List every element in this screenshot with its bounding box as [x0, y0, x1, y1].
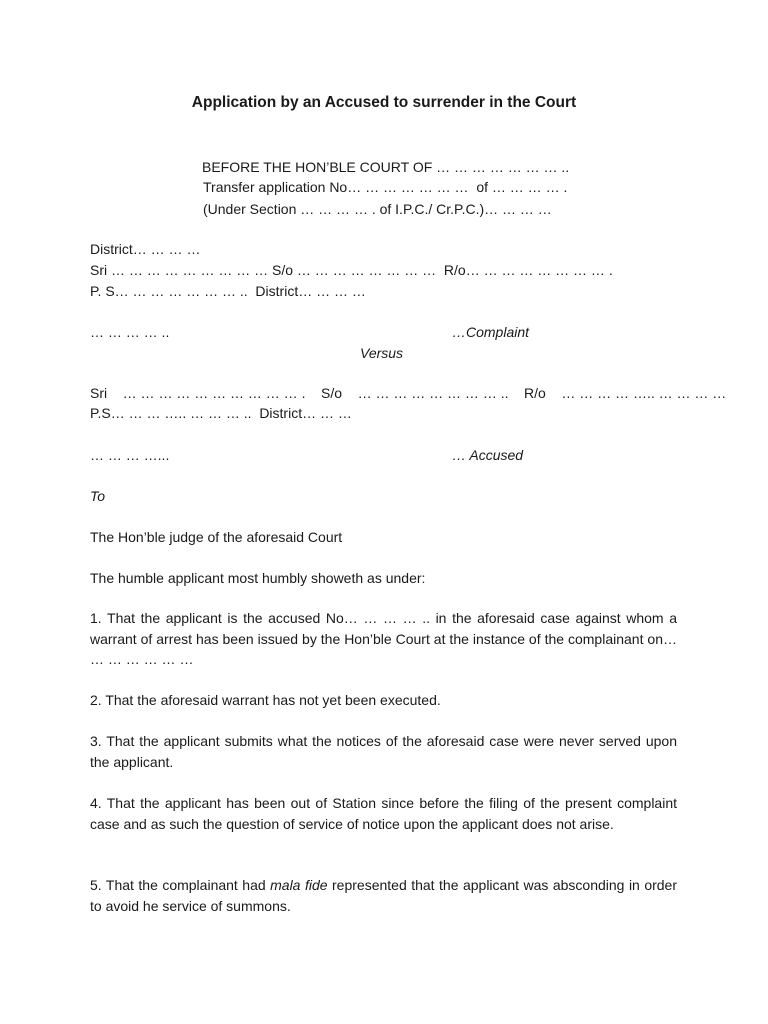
- accused-sri-line: Sri … … … … … … … … … … . S/o … … … … … … … … .. R/o … … … … ….. … … … …: [90, 385, 727, 401]
- accused-ps-line: P.S… … … ….. … … … .. District… … …: [90, 405, 352, 421]
- document-title: Application by an Accused to surrender in the Court: [191, 94, 577, 111]
- accused-label: … Accused: [452, 447, 524, 463]
- paragraph-5-start: 5. That the complainant had: [90, 877, 271, 893]
- complainant-ps-line: P. S… … … … … … … .. District… … … …: [90, 283, 366, 299]
- paragraph-2: 2. That the aforesaid warrant has not yet been executed.: [90, 692, 441, 708]
- paragraph-4: 4. That the applicant has been out of Station since before the filing of the present complaint case and as such the question of service of notice upon the applicant does not arise.: [90, 795, 677, 832]
- complainant-name-blank: … … … … ..: [90, 324, 170, 340]
- paragraph-1: 1. That the applicant is the accused No… … … … .. in the aforesaid case against whom a warrant of arrest has been issued by the Hon’ble Court at the instance of the complainant on… … … … … … …: [90, 610, 677, 667]
- addressee: The Hon’ble judge of the aforesaid Court: [90, 529, 343, 545]
- paragraph-3: 3. That the applicant submits what the notices of the aforesaid case were never served upon the applicant.: [90, 733, 677, 770]
- paragraph-5: [90, 875, 677, 916]
- complainant-sri-line: Sri … … … … … … … … … S/o … … … … … … … … R/o… … … … … … … … .: [90, 262, 613, 278]
- intro-line: The humble applicant most humbly showeth as under:: [90, 570, 426, 586]
- versus-label: Versus: [360, 345, 404, 361]
- paragraph-5-italic: mala fide: [270, 877, 328, 893]
- to-label: To: [90, 488, 106, 504]
- transfer-application-line: Transfer application No… … … … … … … of … … … … .: [203, 179, 568, 195]
- complaint-label: …Complaint: [452, 324, 530, 340]
- section-line: (Under Section … … … … . of I.P.C./ Cr.P.C.)… … … …: [203, 201, 552, 217]
- paragraph-5-end: represented that the applicant was absconding in order to avoid he service of summons.: [90, 877, 677, 914]
- complainant-district: District… … … …: [90, 241, 201, 257]
- accused-name-blank: … … … …...: [90, 447, 170, 463]
- court-heading: BEFORE THE HON’BLE COURT OF … … … … … … … ..: [202, 159, 570, 175]
